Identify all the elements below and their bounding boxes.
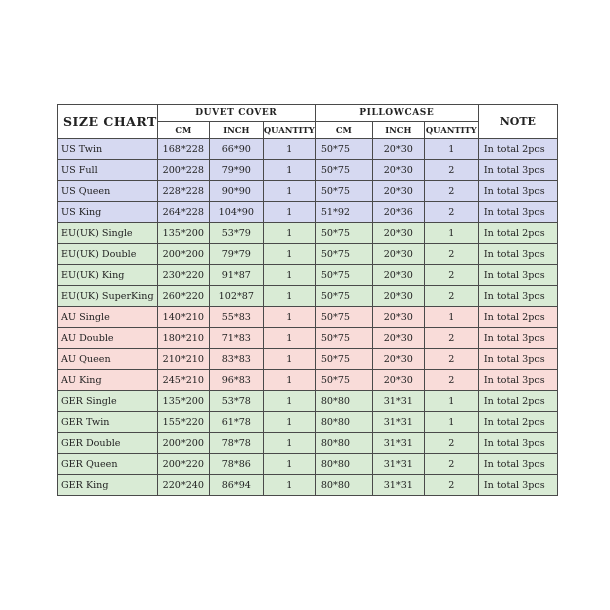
- table-row: [58, 328, 558, 349]
- pillowcase-header: PILLOWCASE: [315, 105, 478, 122]
- note-cell: In total 3pcs: [478, 370, 557, 391]
- note-cell: In total 3pcs: [478, 328, 557, 349]
- pillow-cm-header: CM: [315, 122, 372, 139]
- duvet-inch-cell: 90*90: [209, 181, 263, 202]
- note-cell: In total 3pcs: [478, 265, 557, 286]
- table-row: [58, 139, 558, 160]
- duvet-inch-header: INCH: [209, 122, 263, 139]
- duvet-inch-cell: 66*90: [209, 139, 263, 160]
- size-name-cell: US Full: [58, 160, 158, 181]
- note-cell: In total 3pcs: [478, 160, 557, 181]
- size-chart-title: SIZE CHART: [58, 105, 158, 139]
- size-name-cell: US Twin: [58, 139, 158, 160]
- table-row: [58, 223, 558, 244]
- duvet-quantity-cell: 1: [263, 223, 315, 244]
- pillow-cm-cell: 50*75: [315, 181, 372, 202]
- pillow-cm-cell: 51*92: [315, 202, 372, 223]
- pillow-quantity-cell: 2: [424, 349, 478, 370]
- note-cell: In total 3pcs: [478, 244, 557, 265]
- duvet-cm-cell: 260*220: [157, 286, 209, 307]
- table-row: [58, 160, 558, 181]
- size-name-cell: AU Single: [58, 307, 158, 328]
- pillow-quantity-cell: 2: [424, 370, 478, 391]
- duvet-cm-cell: 228*228: [157, 181, 209, 202]
- size-name-cell: GER Double: [58, 433, 158, 454]
- size-name-cell: GER King: [58, 475, 158, 496]
- duvet-cm-cell: 200*228: [157, 160, 209, 181]
- pillow-inch-cell: 20*30: [372, 244, 424, 265]
- pillow-inch-header: INCH: [372, 122, 424, 139]
- pillow-inch-cell: 31*31: [372, 412, 424, 433]
- table-row: [58, 349, 558, 370]
- note-cell: In total 3pcs: [478, 286, 557, 307]
- duvet-quantity-cell: 1: [263, 160, 315, 181]
- pillow-cm-cell: 50*75: [315, 307, 372, 328]
- pillow-inch-cell: 31*31: [372, 454, 424, 475]
- table-row: [58, 244, 558, 265]
- duvet-cm-cell: 200*200: [157, 244, 209, 265]
- duvet-quantity-cell: 1: [263, 391, 315, 412]
- table-row: [58, 391, 558, 412]
- pillow-inch-cell: 20*30: [372, 286, 424, 307]
- pillow-cm-cell: 50*75: [315, 244, 372, 265]
- duvet-inch-cell: 61*78: [209, 412, 263, 433]
- pillow-quantity-cell: 2: [424, 265, 478, 286]
- duvet-cm-cell: 180*210: [157, 328, 209, 349]
- note-cell: In total 2pcs: [478, 412, 557, 433]
- note-cell: In total 3pcs: [478, 454, 557, 475]
- table-row: [58, 433, 558, 454]
- note-cell: In total 2pcs: [478, 307, 557, 328]
- note-cell: In total 2pcs: [478, 391, 557, 412]
- table-row: [58, 370, 558, 391]
- pillow-quantity-cell: 1: [424, 223, 478, 244]
- size-name-cell: AU Double: [58, 328, 158, 349]
- pillow-cm-cell: 50*75: [315, 265, 372, 286]
- duvet-cm-header: CM: [157, 122, 209, 139]
- pillow-quantity-header: QUANTITY: [424, 122, 478, 139]
- pillow-inch-cell: 20*30: [372, 160, 424, 181]
- pillow-quantity-cell: 2: [424, 454, 478, 475]
- pillow-cm-cell: 50*75: [315, 223, 372, 244]
- duvet-cm-cell: 135*200: [157, 391, 209, 412]
- size-name-cell: EU(UK) Double: [58, 244, 158, 265]
- note-cell: In total 2pcs: [478, 139, 557, 160]
- note-cell: In total 3pcs: [478, 475, 557, 496]
- duvet-cm-cell: 135*200: [157, 223, 209, 244]
- table-row: [58, 475, 558, 496]
- size-chart-body: [58, 139, 558, 496]
- duvet-inch-cell: 53*78: [209, 391, 263, 412]
- pillow-inch-cell: 20*30: [372, 223, 424, 244]
- duvet-quantity-cell: 1: [263, 202, 315, 223]
- note-header: NOTE: [478, 105, 557, 139]
- duvet-inch-cell: 53*79: [209, 223, 263, 244]
- duvet-cm-cell: 220*240: [157, 475, 209, 496]
- pillow-inch-cell: 20*30: [372, 349, 424, 370]
- duvet-cm-cell: 210*210: [157, 349, 209, 370]
- duvet-inch-cell: 91*87: [209, 265, 263, 286]
- duvet-inch-cell: 79*79: [209, 244, 263, 265]
- pillow-inch-cell: 20*30: [372, 181, 424, 202]
- pillow-quantity-cell: 2: [424, 202, 478, 223]
- size-chart-table: [57, 104, 558, 496]
- pillow-quantity-cell: 2: [424, 244, 478, 265]
- duvet-inch-cell: 86*94: [209, 475, 263, 496]
- pillow-cm-cell: 50*75: [315, 328, 372, 349]
- duvet-inch-cell: 78*86: [209, 454, 263, 475]
- duvet-inch-cell: 79*90: [209, 160, 263, 181]
- pillow-cm-cell: 50*75: [315, 139, 372, 160]
- pillow-inch-cell: 31*31: [372, 433, 424, 454]
- size-name-cell: EU(UK) King: [58, 265, 158, 286]
- pillow-quantity-cell: 1: [424, 412, 478, 433]
- pillow-inch-cell: 31*31: [372, 475, 424, 496]
- duvet-cm-cell: 168*228: [157, 139, 209, 160]
- pillow-cm-cell: 50*75: [315, 160, 372, 181]
- size-name-cell: EU(UK) SuperKing: [58, 286, 158, 307]
- pillow-cm-cell: 80*80: [315, 412, 372, 433]
- duvet-cm-cell: 140*210: [157, 307, 209, 328]
- pillow-quantity-cell: 2: [424, 475, 478, 496]
- duvet-quantity-cell: 1: [263, 265, 315, 286]
- note-cell: In total 3pcs: [478, 349, 557, 370]
- duvet-cm-cell: 155*220: [157, 412, 209, 433]
- table-row: [58, 265, 558, 286]
- duvet-inch-cell: 102*87: [209, 286, 263, 307]
- duvet-inch-cell: 83*83: [209, 349, 263, 370]
- note-cell: In total 2pcs: [478, 223, 557, 244]
- duvet-quantity-cell: 1: [263, 433, 315, 454]
- pillow-inch-cell: 20*30: [372, 139, 424, 160]
- size-name-cell: US King: [58, 202, 158, 223]
- pillow-quantity-cell: 2: [424, 286, 478, 307]
- table-row: [58, 202, 558, 223]
- table-row: [58, 286, 558, 307]
- table-row: [58, 307, 558, 328]
- pillow-quantity-cell: 2: [424, 433, 478, 454]
- duvet-quantity-cell: 1: [263, 412, 315, 433]
- duvet-cm-cell: 200*220: [157, 454, 209, 475]
- pillow-quantity-cell: 1: [424, 139, 478, 160]
- pillow-cm-cell: 80*80: [315, 454, 372, 475]
- note-cell: In total 3pcs: [478, 433, 557, 454]
- size-name-cell: GER Queen: [58, 454, 158, 475]
- size-name-cell: GER Twin: [58, 412, 158, 433]
- duvet-quantity-cell: 1: [263, 244, 315, 265]
- pillow-quantity-cell: 1: [424, 391, 478, 412]
- pillow-cm-cell: 50*75: [315, 370, 372, 391]
- duvet-quantity-cell: 1: [263, 475, 315, 496]
- pillow-quantity-cell: 2: [424, 328, 478, 349]
- duvet-inch-cell: 55*83: [209, 307, 263, 328]
- pillow-cm-cell: 80*80: [315, 391, 372, 412]
- size-name-cell: US Queen: [58, 181, 158, 202]
- table-row: [58, 181, 558, 202]
- note-cell: In total 3pcs: [478, 181, 557, 202]
- pillow-cm-cell: 80*80: [315, 475, 372, 496]
- pillow-quantity-cell: 2: [424, 181, 478, 202]
- duvet-quantity-header: QUANTITY: [263, 122, 315, 139]
- pillow-inch-cell: 20*30: [372, 370, 424, 391]
- pillow-cm-cell: 80*80: [315, 433, 372, 454]
- pillow-cm-cell: 50*75: [315, 349, 372, 370]
- duvet-quantity-cell: 1: [263, 181, 315, 202]
- pillow-inch-cell: 20*30: [372, 265, 424, 286]
- pillow-cm-cell: 50*75: [315, 286, 372, 307]
- note-cell: In total 3pcs: [478, 202, 557, 223]
- pillow-inch-cell: 20*30: [372, 307, 424, 328]
- duvet-cm-cell: 230*220: [157, 265, 209, 286]
- size-name-cell: AU King: [58, 370, 158, 391]
- duvet-quantity-cell: 1: [263, 370, 315, 391]
- duvet-inch-cell: 96*83: [209, 370, 263, 391]
- duvet-inch-cell: 104*90: [209, 202, 263, 223]
- duvet-quantity-cell: 1: [263, 286, 315, 307]
- duvet-cover-header: DUVET COVER: [157, 105, 315, 122]
- size-name-cell: GER Single: [58, 391, 158, 412]
- pillow-inch-cell: 20*30: [372, 328, 424, 349]
- pillow-inch-cell: 20*36: [372, 202, 424, 223]
- pillow-inch-cell: 31*31: [372, 391, 424, 412]
- pillow-quantity-cell: 2: [424, 160, 478, 181]
- size-name-cell: AU Queen: [58, 349, 158, 370]
- duvet-quantity-cell: 1: [263, 454, 315, 475]
- duvet-quantity-cell: 1: [263, 349, 315, 370]
- duvet-quantity-cell: 1: [263, 328, 315, 349]
- duvet-cm-cell: 245*210: [157, 370, 209, 391]
- duvet-inch-cell: 78*78: [209, 433, 263, 454]
- pillow-quantity-cell: 1: [424, 307, 478, 328]
- duvet-quantity-cell: 1: [263, 307, 315, 328]
- duvet-cm-cell: 200*200: [157, 433, 209, 454]
- duvet-cm-cell: 264*228: [157, 202, 209, 223]
- table-row: [58, 412, 558, 433]
- table-row: [58, 454, 558, 475]
- duvet-inch-cell: 71*83: [209, 328, 263, 349]
- size-name-cell: EU(UK) Single: [58, 223, 158, 244]
- duvet-quantity-cell: 1: [263, 139, 315, 160]
